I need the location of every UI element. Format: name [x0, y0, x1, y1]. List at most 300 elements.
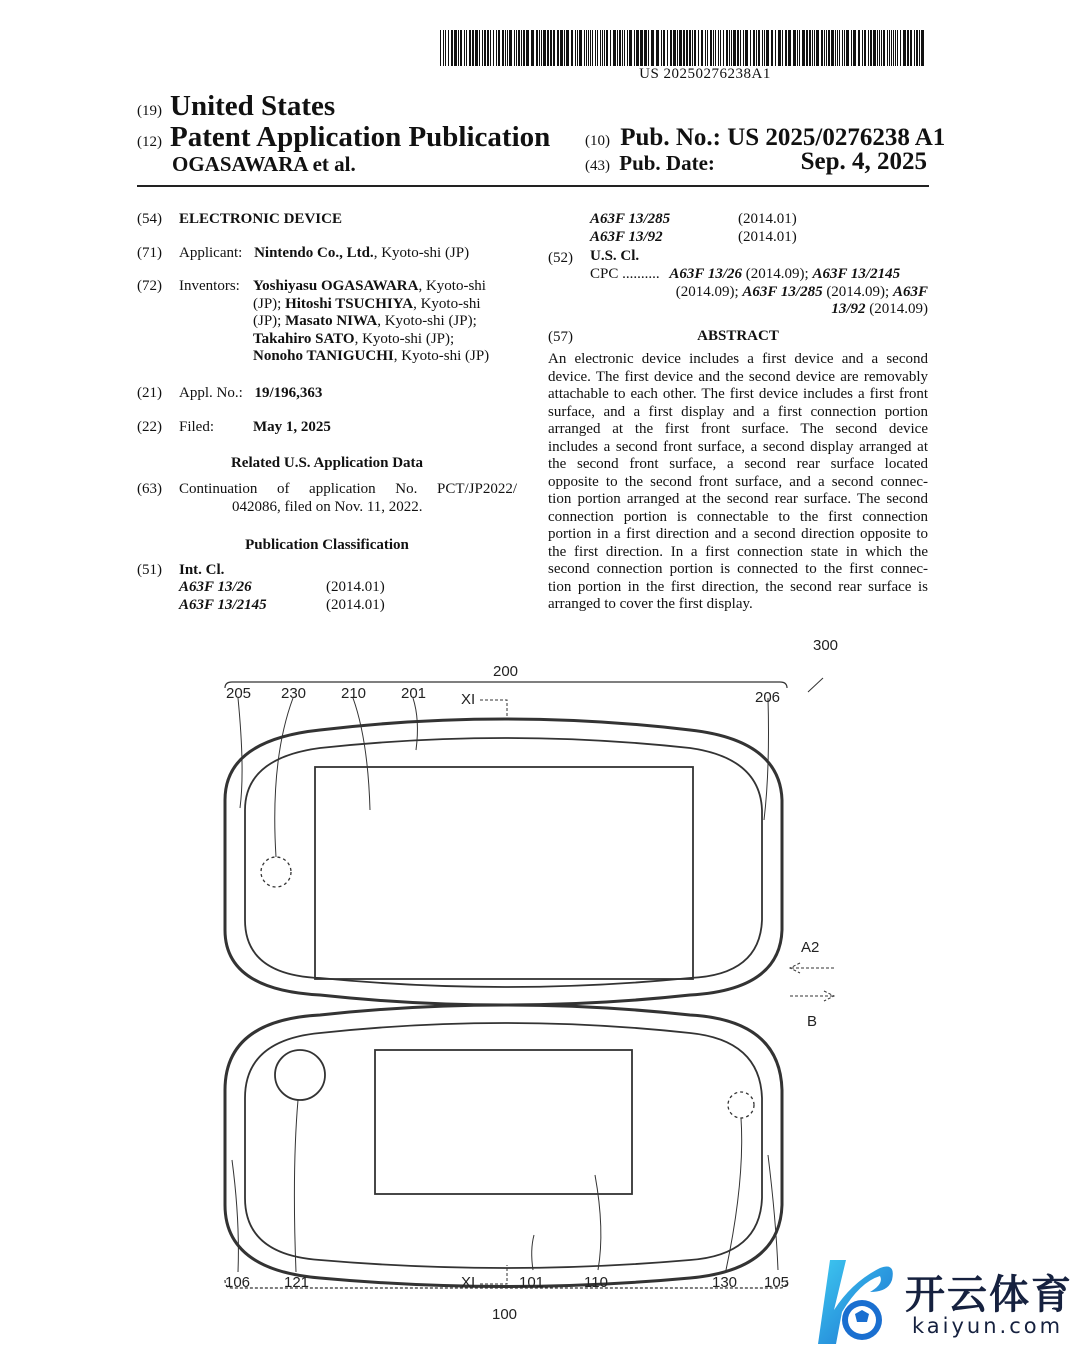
barcode-bar — [835, 30, 836, 66]
barcode-bar — [514, 30, 515, 66]
leader-110 — [595, 1175, 601, 1270]
cpc-version: (2014.09) — [865, 301, 928, 317]
barcode-bar — [673, 30, 676, 66]
leader-101 — [532, 1235, 534, 1270]
barcode-bar — [458, 30, 459, 66]
barcode-bar — [479, 30, 480, 66]
appl-no-field — [137, 385, 517, 403]
ref-label-xi-top: XI — [461, 691, 476, 708]
barcode-bar — [715, 30, 716, 66]
barcode-bar — [634, 30, 635, 66]
pubclass-heading: Publication Classification — [245, 537, 409, 553]
cpc-class: A63F 13/26 — [669, 266, 743, 282]
barcode-bar — [523, 30, 525, 66]
barcode-bar — [914, 30, 915, 66]
barcode-bar — [686, 30, 688, 66]
inventor-location: (JP); — [253, 295, 286, 312]
barcode-bar — [771, 30, 773, 66]
barcode-bar — [729, 30, 730, 66]
pub-no-value: US 2025/0276238 A1 — [727, 124, 946, 151]
inventor-name: Masato NIWA — [285, 313, 378, 329]
barcode-bar — [851, 30, 852, 66]
uscl-label: U.S. Cl. — [590, 248, 640, 264]
barcode-bar — [553, 30, 555, 66]
pub-date-code: (43) — [585, 158, 610, 174]
barcode-bar — [584, 30, 585, 66]
field-label: Appl. No.: — [179, 385, 243, 401]
barcode-bar — [656, 30, 659, 66]
barcode-bar — [870, 30, 872, 66]
barcode-bar — [595, 30, 596, 66]
arrow-b — [790, 991, 834, 1001]
inventor-location: , Kyoto-shi (JP); — [354, 330, 455, 347]
abstract-line: tion portion in the first direction, the second rear surface is — [548, 578, 928, 595]
intcl-version: (2014.01) — [326, 597, 385, 613]
barcode-bar — [505, 30, 506, 66]
barcode-bar — [809, 30, 811, 66]
barcode-bar — [844, 30, 845, 66]
cpc-class: A63F 13/285 — [742, 283, 823, 300]
barcode-bar — [694, 30, 696, 66]
patent-figure — [0, 620, 1080, 1340]
ref-label-201: 201 — [401, 685, 427, 702]
upper-device-outline — [225, 719, 782, 1005]
barcode-bar — [785, 30, 787, 66]
watermark-chinese: 开云体育 — [905, 1272, 1073, 1318]
abstract-line: opposite to the second front surface, and a second connec- — [548, 473, 928, 490]
barcode-bar — [502, 30, 504, 66]
barcode-bar — [564, 30, 565, 66]
field-code: (71) — [137, 245, 162, 261]
barcode-bar — [887, 30, 888, 66]
barcode-bar — [698, 30, 699, 66]
barcode-bar — [451, 30, 453, 66]
barcode-bar — [858, 30, 860, 66]
barcode-bar — [518, 30, 520, 66]
barcode-bar — [613, 30, 616, 66]
intcl-label: Int. Cl. — [179, 562, 225, 578]
barcode-bar — [627, 30, 628, 66]
barcode-bar — [897, 30, 898, 66]
barcode-bar — [651, 30, 654, 66]
barcode-bar — [764, 30, 765, 66]
barcode-bar — [879, 30, 880, 66]
barcode-bar — [828, 30, 830, 66]
barcode-bar — [440, 30, 441, 66]
barcode-bar — [806, 30, 808, 66]
barcode-bar — [743, 30, 744, 66]
barcode-bar — [629, 30, 632, 66]
barcode-bar — [606, 30, 608, 66]
barcode-bar — [893, 30, 894, 66]
barcode-bar — [487, 30, 489, 66]
cpc-version: (2014.09); — [742, 266, 813, 282]
cpc-classes — [590, 266, 928, 319]
barcode-bar — [484, 30, 486, 66]
pub-no-code: (10) — [585, 133, 610, 149]
abstract-line: tion portion arranged at the second rear surface. The second — [548, 491, 928, 507]
ref-label-105: 105 — [764, 1274, 790, 1291]
barcode-bar — [604, 30, 605, 66]
barcode-bar — [496, 30, 497, 66]
watermark-logo-icon — [800, 1252, 900, 1352]
applicant-field — [137, 245, 517, 263]
inventor-location: , Kyoto-shi (JP) — [393, 348, 490, 364]
barcode-bar — [557, 30, 559, 66]
doc-type-line — [137, 121, 550, 154]
uscl-code: (52) — [548, 250, 573, 266]
inventors-list — [253, 278, 503, 366]
barcode-bar — [778, 30, 781, 66]
field-code: (54) — [137, 211, 162, 227]
intcl-class: A63F 13/92 — [590, 229, 663, 245]
barcode-bar — [663, 30, 665, 66]
barcode-bar — [550, 30, 552, 66]
applicant-name: Nintendo Co., Ltd. — [254, 245, 374, 261]
barcode-bar — [723, 30, 724, 66]
barcode-bar — [541, 30, 542, 66]
ref-label-300: 300 — [813, 637, 839, 654]
leader-210 — [353, 698, 370, 810]
intcl-version: (2014.01) — [738, 229, 797, 245]
barcode-bar — [661, 30, 662, 66]
abstract-line: second connection portion is connected to the first connec- — [548, 561, 928, 577]
cpc-class: A63F — [892, 283, 928, 300]
barcode-bar — [592, 30, 593, 66]
barcode-bar — [448, 30, 449, 66]
barcode-bar — [762, 30, 763, 66]
inventor-location: , Kyoto-shi — [418, 278, 486, 294]
barcode-bar — [521, 30, 522, 66]
country-code: (19) — [137, 103, 162, 119]
barcode-bar — [797, 30, 798, 66]
cpc-class: A63F 13/2145 — [812, 266, 901, 282]
leader-105 — [768, 1155, 778, 1270]
barcode-bar — [509, 30, 512, 66]
barcode-bar — [726, 30, 728, 66]
abstract-body — [548, 351, 928, 614]
barcode-bar — [713, 30, 714, 66]
barcode-bar — [891, 30, 892, 66]
barcode-bar — [873, 30, 876, 66]
pub-date-line — [585, 151, 715, 176]
barcode-bar — [740, 30, 741, 66]
barcode-bar — [853, 30, 856, 66]
barcode-bar — [868, 30, 869, 66]
barcode-bar — [539, 30, 540, 66]
inventor-name: Yoshiyasu OGASAWARA — [253, 278, 419, 294]
ref-label-100: 100 — [492, 1306, 518, 1323]
barcode-bar — [670, 30, 672, 66]
intcl-class: A63F 13/26 — [179, 579, 252, 595]
intcl-version: (2014.01) — [738, 211, 797, 227]
barcode-bar — [469, 30, 471, 66]
inventors-label: Inventors: — [179, 278, 240, 294]
country: United States — [170, 90, 336, 122]
abstract-line: surface, and a first display and a first connection portion — [548, 403, 928, 420]
pub-no-label: Pub. No.: — [620, 124, 721, 151]
barcode-bar — [900, 30, 901, 66]
upper-connector-dashed — [261, 857, 291, 887]
continuation-text — [179, 481, 517, 516]
lower-connector-dashed — [728, 1092, 754, 1118]
country-line — [137, 90, 335, 123]
continuation-code: (63) — [137, 481, 162, 497]
inventor-location: , Kyoto-shi — [413, 295, 481, 312]
intcl-version: (2014.01) — [326, 579, 385, 595]
barcode-bar — [617, 30, 618, 66]
barcode-bar — [731, 30, 732, 66]
barcode-bar — [460, 30, 462, 66]
cpc-class: 13/92 — [831, 301, 866, 317]
filed-value: May 1, 2025 — [253, 419, 331, 435]
barcode-bar — [622, 30, 623, 66]
related-heading: Related U.S. Application Data — [230, 455, 424, 471]
intcl-code: (51) — [137, 562, 162, 578]
intcl-class: A63F 13/285 — [590, 211, 671, 227]
barcode-bar — [516, 30, 517, 66]
abstract-line: An electronic device includes a first device and a second — [548, 351, 928, 367]
field-label: Applicant: — [179, 245, 243, 261]
ref-label-b: B — [807, 1013, 818, 1030]
barcode — [440, 30, 928, 66]
lower-device-outline — [225, 1005, 782, 1287]
barcode-bar — [846, 30, 849, 66]
barcode-bar — [475, 30, 478, 66]
abstract-line: the first direction. In a first connection state in which the — [548, 543, 928, 560]
patent-title: ELECTRONIC DEVICE — [179, 211, 342, 227]
barcode-bar — [919, 30, 920, 66]
barcode-bar — [543, 30, 546, 66]
barcode-bar — [750, 30, 751, 66]
ref-label-106: 106 — [225, 1274, 251, 1291]
upper-device-inner — [245, 738, 762, 987]
ref-label-206: 206 — [755, 689, 781, 706]
barcode-bar — [814, 30, 815, 66]
cpc-version: (2014.09); — [675, 283, 743, 300]
leader-205 — [238, 698, 242, 808]
barcode-bar — [821, 30, 823, 66]
inventor-location: (JP); — [253, 313, 286, 329]
abstract-line: includes a second front surface, a second display arranged at — [548, 438, 928, 455]
abstract-line: the second front surface, a second rear surface located — [548, 456, 928, 472]
header-divider — [137, 185, 929, 187]
barcode-bar — [648, 30, 649, 66]
barcode-bar — [683, 30, 685, 66]
barcode-bar — [883, 30, 885, 66]
barcode-bar — [443, 30, 444, 66]
abstract-line: device. The first device and the second device are removably — [548, 368, 928, 385]
ref-label-200: 200 — [493, 663, 519, 680]
leader-230 — [275, 698, 293, 857]
barcode-bar — [862, 30, 863, 66]
barcode-bar — [597, 30, 598, 66]
barcode-bar — [910, 30, 912, 66]
barcode-bar — [701, 30, 703, 66]
continuation-line: Continuation of application No. PCT/JP2022/ — [179, 481, 517, 497]
barcode-bar — [737, 30, 739, 66]
barcode-bar — [445, 30, 446, 66]
barcode-bar — [839, 30, 840, 66]
barcode-bar — [889, 30, 890, 66]
barcode-bar — [842, 30, 843, 66]
barcode-bar — [826, 30, 827, 66]
barcode-bar — [610, 30, 611, 66]
barcode-bar — [831, 30, 834, 66]
inventor-name: Hitoshi TSUCHIYA — [285, 295, 414, 312]
barcode-bar — [577, 30, 578, 66]
pub-date-label: Pub. Date: — [619, 151, 715, 175]
barcode-bar — [689, 30, 691, 66]
barcode-bar — [733, 30, 736, 66]
barcode-bar — [837, 30, 838, 66]
field-code: (21) — [137, 385, 162, 401]
abstract-line: arranged at the first front surface. The second device — [548, 421, 928, 437]
ref-label-230: 230 — [281, 685, 307, 702]
xi-top-mark — [480, 700, 507, 720]
barcode-bar — [454, 30, 457, 66]
inventor-name: Takahiro SATO — [253, 330, 355, 347]
ref-label-a2: A2 — [801, 939, 820, 956]
cpc-prefix: CPC .......... — [590, 266, 660, 282]
barcode-bar — [718, 30, 719, 66]
barcode-bar — [526, 30, 529, 66]
filed-code: (22) — [137, 419, 162, 435]
barcode-bar — [756, 30, 757, 66]
doc-type: Patent Application Publication — [170, 121, 551, 153]
barcode-bar — [895, 30, 896, 66]
barcode-bar — [758, 30, 760, 66]
barcode-bar — [793, 30, 796, 66]
applicant-location: , Kyoto-shi (JP) — [373, 245, 470, 261]
lower-display — [375, 1050, 632, 1194]
barcode-bar — [864, 30, 866, 66]
barcode-bar — [775, 30, 776, 66]
barcode-bar — [531, 30, 534, 66]
ref-label-121: 121 — [284, 1274, 310, 1291]
barcode-bar — [482, 30, 483, 66]
barcode-bar — [624, 30, 625, 66]
barcode-bar — [472, 30, 474, 66]
barcode-bar — [600, 30, 601, 66]
barcode-bar — [571, 30, 573, 66]
title-field — [137, 211, 517, 229]
ref-label-110: 110 — [584, 1274, 608, 1291]
barcode-bar — [705, 30, 706, 66]
barcode-bar — [745, 30, 748, 66]
leader-121 — [294, 1100, 298, 1272]
continuation-line: 042086, filed on Nov. 11, 2022. — [232, 498, 423, 515]
barcode-bar — [881, 30, 882, 66]
barcode-bar — [490, 30, 491, 66]
barcode-bar — [916, 30, 918, 66]
barcode-bar — [636, 30, 639, 66]
barcode-bar — [753, 30, 755, 66]
barcode-bar — [710, 30, 712, 66]
barcode-bar — [877, 30, 878, 66]
barcode-bar — [602, 30, 603, 66]
barcode-bar — [824, 30, 825, 66]
abstract-code: (57) — [548, 329, 573, 345]
barcode-bar — [921, 30, 924, 66]
ref-label-101: 101 — [519, 1274, 545, 1291]
barcode-bar — [588, 30, 589, 66]
abstract-line: portion in a first direction and a second direction opposite to — [548, 526, 928, 542]
abstract-line: arranged to cover the first display. — [548, 596, 753, 612]
barcode-bar — [466, 30, 467, 66]
barcode-bar — [586, 30, 587, 66]
appl-no-value: 19/196,363 — [254, 385, 323, 401]
barcode-bar — [493, 30, 494, 66]
ref-label-xi-bottom: XI — [461, 1274, 476, 1291]
intcl-class: A63F 13/2145 — [179, 597, 267, 613]
doc-type-code: (12) — [137, 134, 162, 150]
barcode-bar — [812, 30, 813, 66]
barcode-bar — [590, 30, 591, 66]
barcode-bar — [766, 30, 769, 66]
barcode-bar — [692, 30, 693, 66]
authors: OGASAWARA et al. — [172, 152, 356, 176]
barcode-bar — [707, 30, 708, 66]
barcode-bar — [679, 30, 682, 66]
leader-106 — [232, 1160, 238, 1272]
barcode-bar — [579, 30, 582, 66]
barcode-bar — [547, 30, 549, 66]
barcode-bar — [802, 30, 805, 66]
barcode-bar — [644, 30, 647, 66]
cpc-version: (2014.09); — [822, 283, 893, 300]
lower-stick — [275, 1050, 325, 1100]
barcode-bar — [677, 30, 678, 66]
top-brace — [225, 682, 787, 688]
barcode-bar — [498, 30, 500, 66]
upper-display — [315, 767, 693, 979]
barcode-bar — [619, 30, 621, 66]
inventor-location: , Kyoto-shi (JP); — [377, 313, 477, 329]
barcode-bar — [536, 30, 538, 66]
arrow-a2 — [790, 963, 834, 973]
barcode-bar — [782, 30, 783, 66]
barcode-bar — [788, 30, 791, 66]
barcode-bar — [566, 30, 569, 66]
abstract-line: attachable to each other. The first device includes a first front — [548, 386, 928, 402]
leader-201 — [413, 698, 417, 750]
barcode-number: US 20250276238A1 — [639, 66, 771, 82]
barcode-bar — [640, 30, 643, 66]
leader-300 — [808, 678, 823, 692]
abstract-heading: ABSTRACT — [697, 328, 779, 344]
barcode-bar — [720, 30, 721, 66]
barcode-bar — [560, 30, 563, 66]
leader-130 — [726, 1118, 742, 1270]
barcode-bar — [575, 30, 576, 66]
pub-date-value: Sep. 4, 2025 — [800, 148, 927, 175]
barcode-bar — [667, 30, 668, 66]
barcode-bar — [907, 30, 909, 66]
barcode-bar — [799, 30, 800, 66]
inventor-name: Nonoho TANIGUCHI — [253, 348, 394, 364]
inventors-code: (72) — [137, 278, 162, 294]
ref-label-205: 205 — [226, 685, 252, 702]
barcode-bar — [816, 30, 819, 66]
lower-device-inner — [245, 1023, 762, 1268]
ref-label-130: 130 — [712, 1274, 738, 1291]
watermark-domain: kaiyun.com — [912, 1314, 1064, 1338]
barcode-bar — [903, 30, 906, 66]
barcode-bar — [507, 30, 508, 66]
filed-label: Filed: — [179, 419, 215, 435]
ref-label-210: 210 — [341, 685, 367, 702]
